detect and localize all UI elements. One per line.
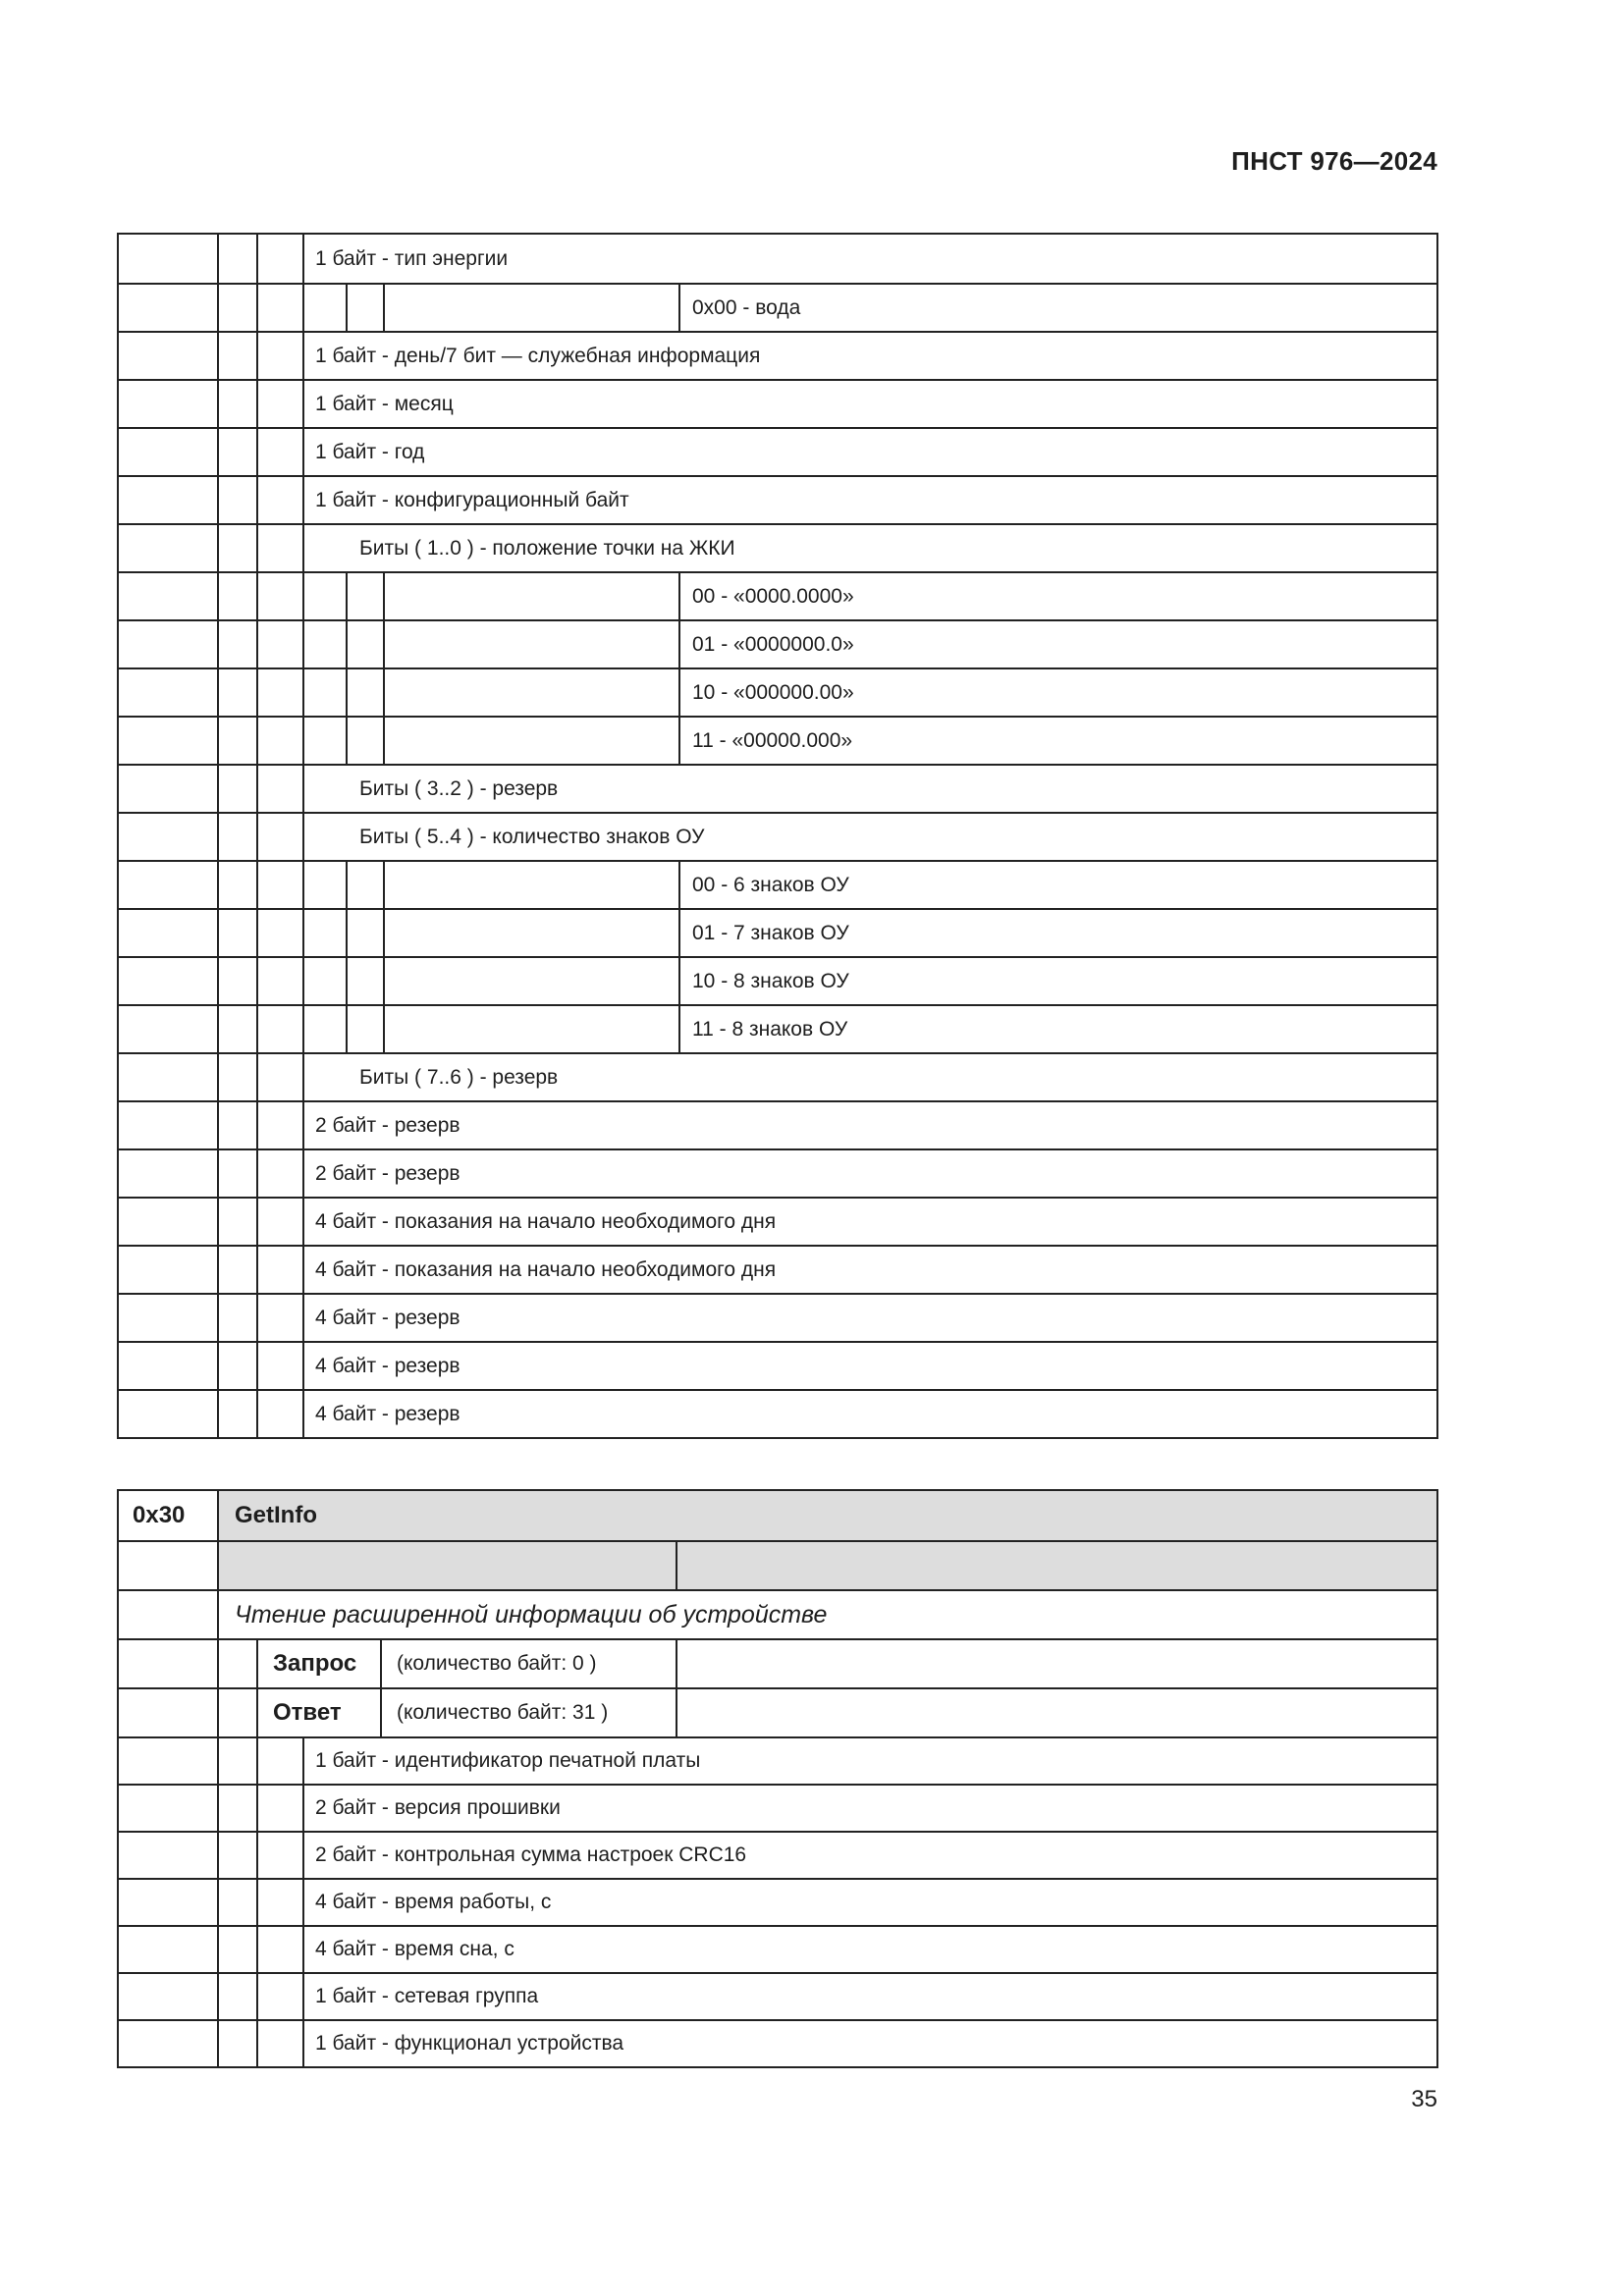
bits-cell: Биты ( 7..6 ) - резерв — [359, 1065, 559, 1089]
table-row — [119, 619, 1436, 667]
value-cell: 01 - 7 знаков ОУ — [692, 921, 849, 944]
field-cell: 2 байт - контрольная сумма настроек CRC16 — [315, 1843, 747, 1866]
bits-cell: Биты ( 1..0 ) - положение точки на ЖКИ — [359, 536, 735, 560]
field-cell: 2 байт - версия прошивки — [315, 1796, 561, 1819]
table-row — [119, 1004, 1436, 1052]
table-row — [119, 331, 1436, 379]
table-row — [119, 1972, 1436, 2019]
page-number: 35 — [1411, 2086, 1437, 2112]
table-row — [119, 1736, 1436, 1784]
table-row — [119, 1831, 1436, 1878]
value-cell: 10 - 8 знаков ОУ — [692, 969, 849, 992]
table-row — [119, 1925, 1436, 1972]
table-row — [119, 427, 1436, 475]
command-header-row — [119, 1491, 1436, 1540]
field-cell: 1 байт - день/7 бит — служебная информация — [315, 344, 761, 367]
value-cell: 11 - 8 знаков ОУ — [692, 1017, 848, 1041]
field-cell: 1 байт - сетевая группа — [315, 1985, 539, 2007]
table-row — [119, 475, 1436, 523]
value-cell: 11 - «00000.000» — [692, 728, 853, 752]
response-label: Ответ — [273, 1699, 342, 1726]
table-row — [119, 812, 1436, 860]
table-row — [119, 379, 1436, 427]
request-label: Запрос — [273, 1650, 357, 1677]
bits-cell: Биты ( 5..4 ) - количество знаков ОУ — [359, 825, 705, 848]
table-row — [119, 908, 1436, 956]
request-row — [119, 1638, 1436, 1687]
request-byte-count: (количество байт: 0 ) — [397, 1652, 597, 1675]
field-cell: 4 байт - показания на начало необходимого дня — [315, 1209, 777, 1233]
field-cell: 1 байт - тип энергии — [315, 246, 509, 270]
table-row — [119, 1784, 1436, 1831]
table-row — [119, 860, 1436, 908]
table-row — [119, 235, 1436, 283]
command-name: GetInfo — [235, 1502, 317, 1528]
field-cell: 4 байт - резерв — [315, 1306, 460, 1329]
table-row — [119, 1341, 1436, 1389]
table-row — [119, 523, 1436, 571]
table-row — [119, 764, 1436, 812]
table-row — [119, 1878, 1436, 1925]
value-cell: 00 - «0000.0000» — [692, 584, 854, 608]
value-cell: 10 - «000000.00» — [692, 680, 854, 704]
field-cell: 1 байт - месяц — [315, 392, 454, 415]
field-cell: 4 байт - резерв — [315, 1354, 460, 1377]
response-byte-count: (количество байт: 31 ) — [397, 1701, 609, 1724]
field-cell: 1 байт - идентификатор печатной платы — [315, 1749, 701, 1772]
field-cell: 2 байт - резерв — [315, 1113, 460, 1137]
value-cell: 0x00 - вода — [692, 295, 801, 319]
field-cell: 1 байт - конфигурационный байт — [315, 488, 629, 511]
document-header: ПНСТ 976—2024 — [1231, 146, 1437, 176]
value-cell: 00 - 6 знаков ОУ — [692, 873, 849, 896]
command-table-getinfo — [117, 1489, 1438, 2068]
command-code: 0x30 — [133, 1502, 186, 1528]
command-description: Чтение расширенной информации об устройстве — [235, 1600, 828, 1629]
field-cell: 1 байт - год — [315, 440, 425, 463]
table-row — [119, 571, 1436, 619]
table-row — [119, 2019, 1436, 2066]
bits-cell: Биты ( 3..2 ) - резерв — [359, 776, 559, 800]
value-cell: 01 - «0000000.0» — [692, 632, 854, 656]
field-cell: 1 байт - функционал устройства — [315, 2032, 624, 2055]
table-row — [119, 716, 1436, 764]
table-row — [119, 1148, 1436, 1197]
table-row — [119, 956, 1436, 1004]
table-row — [119, 1052, 1436, 1100]
field-cell: 4 байт - показания на начало необходимого дня — [315, 1257, 777, 1281]
data-table-continued — [117, 233, 1438, 1439]
command-description-row — [119, 1589, 1436, 1638]
table-row — [119, 1197, 1436, 1245]
table-row — [119, 667, 1436, 716]
table-row — [119, 283, 1436, 331]
table-row — [119, 1245, 1436, 1293]
response-row — [119, 1687, 1436, 1736]
field-cell: 4 байт - резерв — [315, 1402, 460, 1425]
field-cell: 4 байт - время сна, с — [315, 1938, 514, 1960]
field-cell: 4 байт - время работы, с — [315, 1891, 552, 1913]
table-row — [119, 1389, 1436, 1437]
table-row — [119, 1293, 1436, 1341]
command-shaded-row — [119, 1540, 1436, 1589]
table-row — [119, 1100, 1436, 1148]
field-cell: 2 байт - резерв — [315, 1161, 460, 1185]
